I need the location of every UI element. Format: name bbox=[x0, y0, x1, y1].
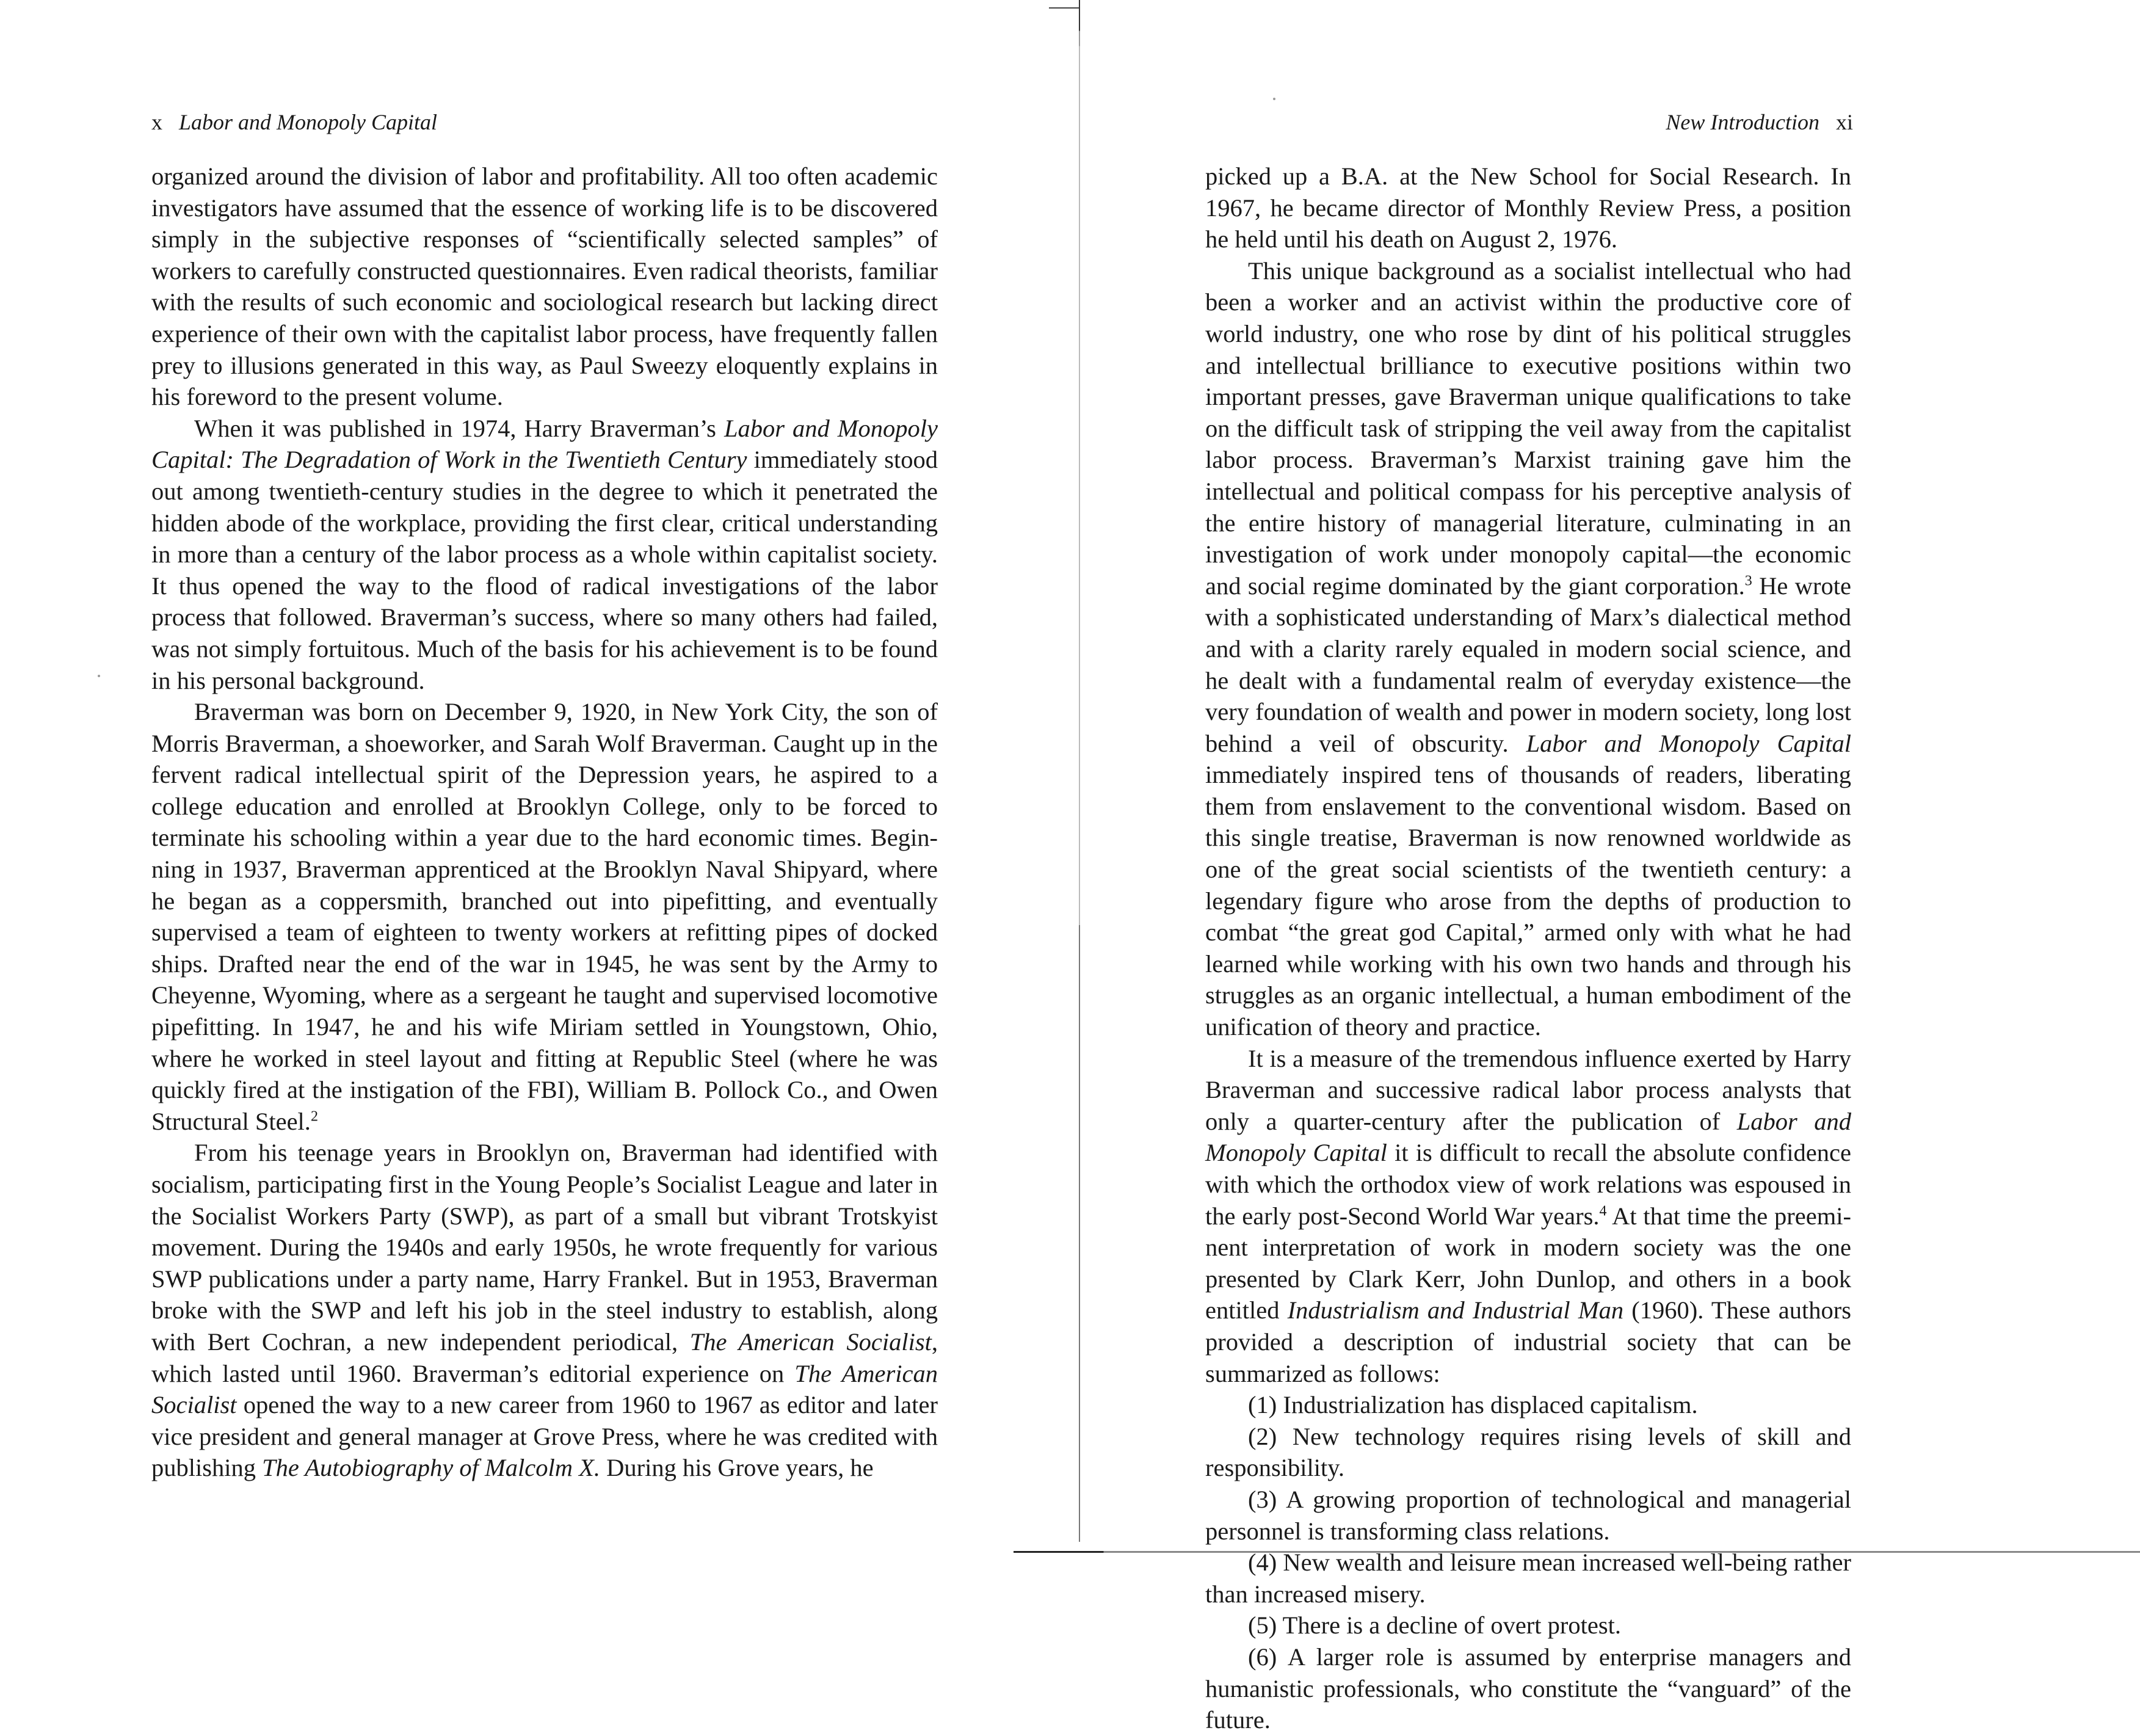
text-run: From his teenage years in Brooklyn on, Braverman had identified with socialism, participating first in the Young People’s Socialist League and later in the Socialist Workers Party (SWP), as part of a small but vibrant Trotskyist movement. During the 1940s and early 1950s, he wrote frequently for various SWP publications under a party name, Harry Frankel. But in 1953, Braverman broke with the SWP and left his job in the steel industry to establish, along with Bert Cochran, a new independent periodical, bbox=[151, 1139, 938, 1356]
left-body-text bbox=[151, 161, 938, 1484]
text-run: immediately stood out among twentieth-century studies in the degree to which it penetrated the hidden abode of the workplace, providing the first clear, critical understanding in more than a century of the labor process as a whole within capitalist society. It thus opened the way to the flood of radical investigations of the labor process that followed. Braverman’s success, where so many others had failed, was not simply fortuitous. Much of the basis for his achievement is to be found in his personal background. bbox=[151, 446, 938, 694]
right-running-header bbox=[1666, 104, 1853, 140]
paragraph: organized around the division of labor and profitability. All too often academic investigators have assumed that the essence of working life is to be discovered simply in the subjective responses of “scientifically selected samples” of workers to carefully constructed questionnaires. Even radical theorists, familiar with the results of such economic and sociological research but lacking direct experience of their own with the capitalist labor process, have frequently fallen prey to illusions generated in this way, as Paul Sweezy eloquently explains in his foreword to the present volume. bbox=[151, 162, 938, 411]
gutter-tick bbox=[1049, 7, 1079, 9]
right-running-title: New Introduction bbox=[1666, 110, 1819, 134]
text-run: During his Grove years, he bbox=[600, 1454, 874, 1482]
paragraph bbox=[151, 413, 938, 696]
italic-title: Labor and Monopoly Capital: The Degradation of Work in the Twentieth Century bbox=[151, 414, 938, 474]
paragraph bbox=[1205, 1043, 1851, 1390]
paragraph bbox=[1205, 161, 1851, 255]
text-run: picked up a B.A. at the New School for Social Research. In 1967, he became director of Monthly Review Press, a position he held until his death on August 2, 1976. bbox=[1205, 162, 1851, 253]
text-run: immediately inspired tens of thousands of readers, liberating them from enslavement to the conventional wisdom. Based on this single treatise, Braverman is now renowned worldwide as one of the great social scientists of the twentieth century: a legendary figure who arose from the depths of production to combat “the great god Capital,” armed only with what he had learned while working with his own two hands and through his struggles as an organic intellectual, a human embodiment of the unification of theory and practice. bbox=[1205, 761, 1851, 1041]
italic-title: The Autobiography of Malcolm X. bbox=[262, 1454, 600, 1482]
text-run: it is difficult to recall the absolute confidence with which the orthodox view of work relations was espoused in the early post-Second World War years. bbox=[1205, 1139, 1851, 1230]
book-gutter bbox=[1079, 0, 1080, 1542]
list-item: (2) New technology requires rising levels of skill and responsibility. bbox=[1205, 1422, 1851, 1482]
text-run: , which lasted until 1960. Braverman’s editorial experience on bbox=[151, 1327, 938, 1387]
footnote-ref: 2 bbox=[310, 1108, 318, 1125]
italic-title: The American Socialist bbox=[689, 1327, 932, 1356]
list-item: (4) New wealth and leisure mean increased well-being rather than increased misery. bbox=[1205, 1549, 1851, 1608]
italic-title: Labor and Monopoly Capital bbox=[1205, 1107, 1851, 1167]
text-run: At that time the preeminent interpretation of work in modern society was the one presented by Clark Kerr, John Dunlop, and others in a book entitled bbox=[1205, 1202, 1851, 1324]
left-running-title: Labor and Monopoly Capital bbox=[179, 110, 438, 134]
right-page-number: xi bbox=[1835, 110, 1853, 134]
list-item: (3) A growing proportion of technological and managerial personnel is transforming class relations. bbox=[1205, 1485, 1851, 1545]
paragraph bbox=[151, 696, 938, 1137]
text-run: He wrote with a sophisticated understanding of Marx’s dialectical method and with a clarity rarely equaled in modern social science, and he dealt with a fundamental realm of everyday existence—the very foundation of wealth and power in modern society, long lost behind a veil of obscurity. bbox=[1205, 572, 1852, 757]
footnote-ref: 3 bbox=[1744, 573, 1752, 589]
list-item: (5) There is a decline of overt protest. bbox=[1248, 1611, 1622, 1640]
list-item: (1) Industrialization has displaced capitalism. bbox=[1248, 1391, 1698, 1419]
text-run: (1960). These authors provided a description of industrial society that can be summarized as follows: bbox=[1205, 1296, 1851, 1387]
right-page bbox=[1081, 0, 2140, 1734]
text-run: opened the way to a new career from 1960 to 1967 as editor and later vice president and general manager at Grove Press, where he was credited with publishing bbox=[151, 1391, 938, 1482]
list-item: (6) A larger role is assumed by enterprise managers and humanistic professionals, who constitute the “vanguard” of the future. bbox=[1205, 1643, 1851, 1734]
paragraph bbox=[1205, 255, 1851, 1043]
text-run: When it was published in 1974, Harry Braverman’s bbox=[194, 414, 724, 442]
right-body-text bbox=[1205, 161, 1851, 1736]
left-running-header bbox=[151, 104, 437, 140]
text-run: This unique background as a socialist intellectual who had been a worker and an activist within the productive core of world industry, one who rose by dint of his political struggles and intellectual brilliance to executive positions within two important presses, gave Braverman unique qualifications to take on the difficult task of stripping the veil away from the capitalist labor process. Braverman’s Marxist training gave him the intellectual and political compass for his perceptive analysis of the entire history of managerial literature, culminating in an investigation of work under monopoly capital—the economic and social regime dominated by the giant corporation. bbox=[1205, 256, 1851, 600]
italic-title: Industrialism and Industrial Man bbox=[1287, 1296, 1624, 1324]
footnote-ref: 4 bbox=[1599, 1203, 1607, 1219]
italic-title: Labor and Monopoly Capital bbox=[1526, 729, 1851, 757]
scan-speck bbox=[98, 675, 100, 677]
paragraph bbox=[151, 1137, 938, 1484]
left-page bbox=[0, 0, 1081, 1557]
italic-title: The American Socialist bbox=[151, 1359, 938, 1419]
left-page-number: x bbox=[151, 110, 162, 134]
text-run: It is a measure of the tremendous influence exerted by Harry Braverman and successive radical labor process analysts that only a quarter-century after the publication of bbox=[1205, 1044, 1851, 1135]
text-run: Braverman was born on December 9, 1920, in New York City, the son of Morris Braverman, a shoeworker, and Sarah Wolf Braverman. Caught up in the fervent radical intellectual spirit of the Depression years, he aspired to a college education and enrolled at Brooklyn College, only to be forced to terminate his schooling within a year due to the hard economic times. Beginning in 1937, Braverman apprenticed at the Brooklyn Naval Shipyard, where he began as a coppersmith, branched out into pipefitting, and eventually supervised a team of eighteen to twenty workers at refitting pipes of docked ships. Drafted near the end of the war in 1945, he was sent by the Army to Cheyenne, Wyoming, where as a sergeant he taught and supervised locomotive pipefitting. In 1947, he and his wife Miriam settled in Youngstown, Ohio, where he worked in steel layout and fitting at Republic Steel (where he was quickly fired at the instigation of the FBI), William B. Pollock Co., and Owen Structural Steel. bbox=[151, 698, 938, 1135]
